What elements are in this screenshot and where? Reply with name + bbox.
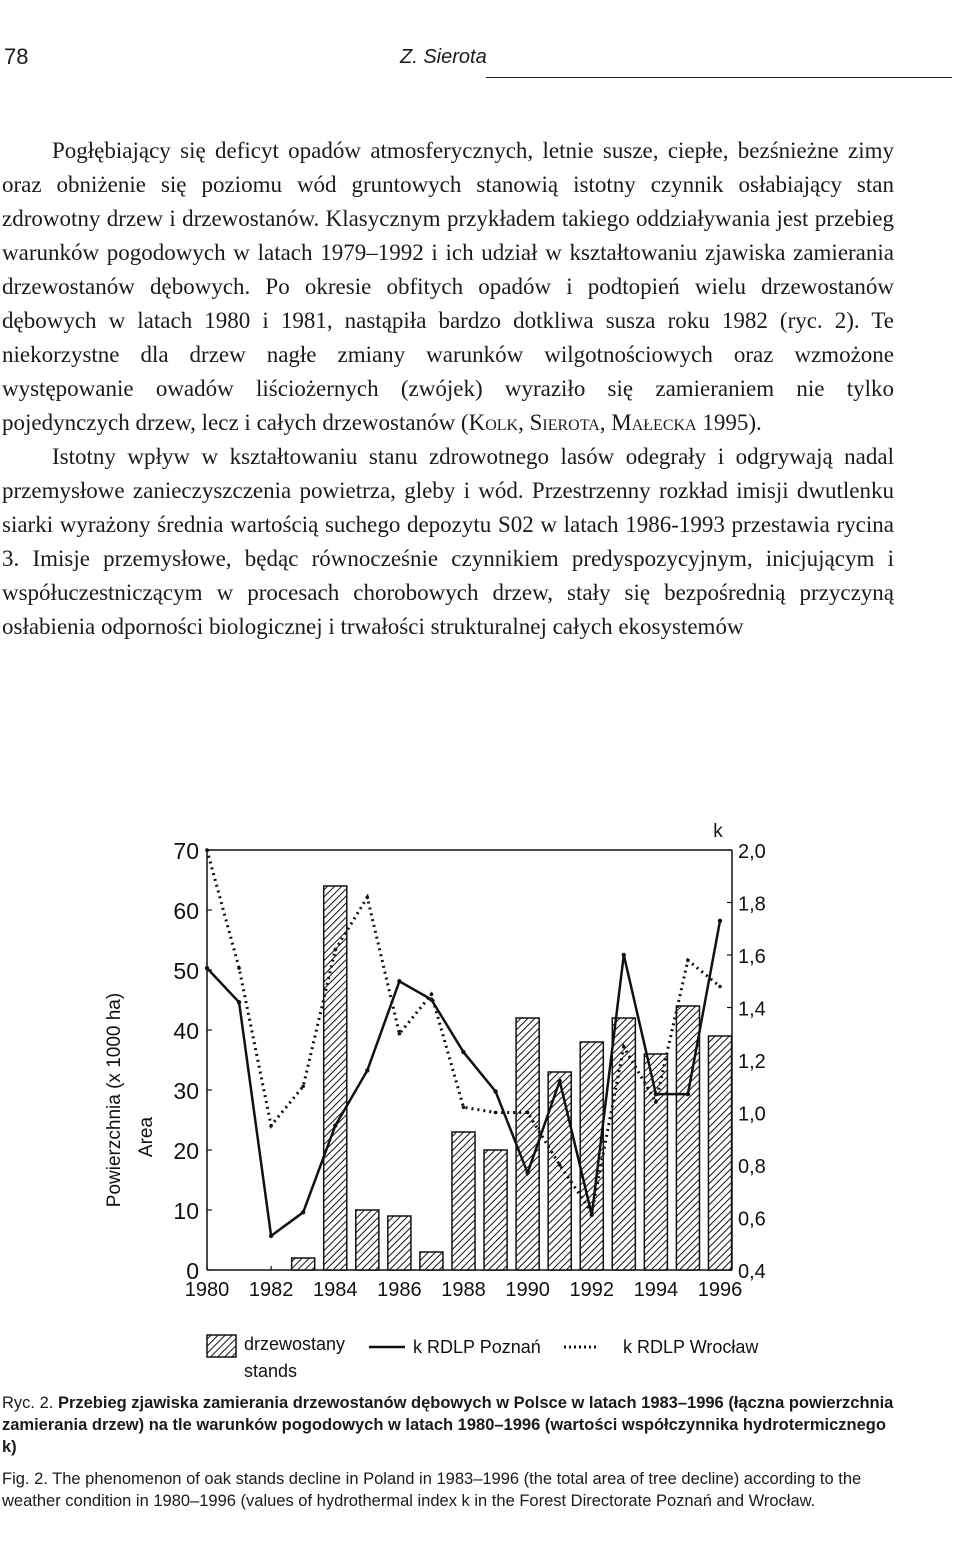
y-left-tick-label: 40 bbox=[173, 1018, 199, 1044]
header-rule bbox=[486, 77, 952, 78]
legend-dotted-label: k RDLP Wrocław bbox=[623, 1337, 759, 1357]
citation-sep: , bbox=[599, 410, 612, 435]
y-right-tick-label: 1,8 bbox=[738, 893, 766, 916]
citation-sep: , bbox=[518, 410, 530, 435]
point-poznan bbox=[205, 966, 209, 970]
x-tick-label: 1988 bbox=[441, 1279, 486, 1301]
caption-polish bbox=[2, 1392, 894, 1458]
y-right-tick-label: 0,8 bbox=[738, 1156, 766, 1178]
point-poznan bbox=[493, 1089, 497, 1093]
x-tick-label: 1984 bbox=[313, 1279, 358, 1301]
legend bbox=[207, 1334, 759, 1381]
y-right-tick-label: 1,2 bbox=[738, 1051, 766, 1073]
body-text bbox=[2, 134, 894, 644]
x-tick-label: 1980 bbox=[184, 1279, 230, 1301]
x-tick-label: 1990 bbox=[505, 1279, 550, 1301]
point-poznan bbox=[525, 1171, 529, 1175]
paragraph-1-text: Pogłębiający się deficyt opadów atmosferycznych, letnie susze, ciepłe, bezśnieżne zimy oraz obniżenie się poziomu wód gruntowych stanowią istotny czynnik osłabiający stan zdrowotny drzew i drzewostanów. Klasycznym przykładem takiego oddziaływania jest przebieg warunków pogodowych w latach 1979–1992 i ich udział w kształtowaniu zjawiska zamierania drzewostanów dębowych. Po okresie obfitych opadów i podtopień wielu drzewostanów dębowych w latach 1980 i 1981, nastąpiła bardzo dotkliwa susza roku 1982 (ryc. 2). Te niekorzystne dla drzew nagłe zmiany warunków wilgotnościowych oraz wzmożone występowanie owadów liściożernych (zwójek) wyraziło się zamieraniem nie tylko pojedynczych drzew, lecz i całych drzewostanów ( bbox=[2, 138, 894, 435]
citation-author: Sierota bbox=[529, 410, 600, 435]
point-poznan bbox=[301, 1210, 305, 1214]
point-poznan bbox=[365, 1068, 369, 1072]
point-wroclaw bbox=[590, 1210, 594, 1214]
paragraph-2: Istotny wpływ w kształtowaniu stanu zdrowotnego lasów odegrały i odgrywają nadal przemysłowe zanieczyszczenia powietrza, gleby i wód. Przestrzenny rozkład imisji dwutlenku siarki wyrażony średnia wartością suchego depozytu S02 w latach 1986-1993 przestawia rycina 3. Imisje przemysłowe, będąc równocześnie czynnikiem predyspozycyjnym, inicjującym i współuczestniczącym w procesach chorobowych drzew, stały się bezpośrednią przyczyną osłabienia odporności biologicznej i trwałości strukturalnej całych ekosystemów bbox=[2, 444, 894, 639]
chart-svg bbox=[80, 815, 800, 1395]
point-wroclaw bbox=[622, 1045, 626, 1049]
point-wroclaw bbox=[430, 993, 434, 997]
bar bbox=[516, 1018, 539, 1270]
point-poznan bbox=[461, 1050, 465, 1054]
x-tick-label: 1994 bbox=[633, 1279, 679, 1301]
y-left-label: Powierzchnia (x 1000 ha) bbox=[104, 992, 125, 1208]
legend-bars-en: stands bbox=[244, 1361, 298, 1381]
point-wroclaw bbox=[398, 1032, 402, 1036]
point-poznan bbox=[718, 919, 722, 923]
y-right-tick-label: 1,6 bbox=[738, 946, 766, 968]
point-poznan bbox=[269, 1234, 273, 1238]
bar bbox=[356, 1210, 379, 1270]
bar bbox=[484, 1150, 507, 1270]
bar bbox=[324, 886, 347, 1270]
caption-label: Ryc. 2. bbox=[2, 1394, 54, 1412]
x-tick-label: 1986 bbox=[377, 1279, 422, 1301]
point-wroclaw bbox=[718, 985, 722, 989]
y-left-label-en: Area bbox=[136, 1116, 157, 1158]
point-poznan bbox=[237, 1000, 241, 1004]
point-poznan bbox=[557, 1079, 561, 1083]
running-head: Z. Sierota bbox=[400, 46, 487, 68]
caption-pl-text: Przebieg zjawiska zamierania drzewostanów dębowych w Polsce w latach 1983–1996 (łączna powierzchnia zamierania drzew) na tle warunków pogodowych w latach 1980–1996 (wartości współczynnika hydrotermicznego k) bbox=[2, 1394, 894, 1456]
y-right-tick-label: 0,6 bbox=[738, 1208, 766, 1231]
point-wroclaw bbox=[462, 1105, 466, 1109]
bar bbox=[644, 1054, 667, 1270]
y-right-tick-label: 2,0 bbox=[738, 841, 766, 863]
y-left-tick-label: 0 bbox=[186, 1258, 199, 1284]
citation-author: Kolk bbox=[468, 410, 519, 435]
y-right-tick-label: 1,4 bbox=[738, 998, 766, 1021]
bars bbox=[292, 886, 732, 1270]
bar bbox=[420, 1252, 443, 1270]
caption-english: Fig. 2. The phenomenon of oak stands decline in Poland in 1983–1996 (the total area of tree decline) according to the weather condition in 1980–1996 (values of hydrothermal index k in the Forest Directorate Poznań and Wrocław. bbox=[2, 1470, 862, 1510]
paragraph-1 bbox=[2, 134, 894, 440]
citation-author: Małecka bbox=[611, 410, 697, 435]
point-poznan bbox=[397, 979, 401, 983]
bar bbox=[388, 1216, 411, 1270]
point-wroclaw bbox=[558, 1163, 562, 1167]
legend-bars-pl: drzewostany bbox=[244, 1334, 346, 1354]
x-tick-label: 1982 bbox=[248, 1279, 294, 1301]
point-poznan bbox=[686, 1092, 690, 1096]
bar bbox=[708, 1036, 731, 1270]
point-wroclaw bbox=[494, 1111, 498, 1115]
y-left-tick-label: 50 bbox=[173, 958, 199, 984]
x-tick-label: 1996 bbox=[697, 1279, 743, 1301]
legend-bar-swatch bbox=[207, 1335, 236, 1357]
point-wroclaw bbox=[237, 966, 241, 970]
y-right-tick-label: 1,0 bbox=[738, 1103, 766, 1126]
x-tick-label: 1992 bbox=[569, 1279, 614, 1301]
bar bbox=[452, 1132, 475, 1270]
bar bbox=[612, 1018, 635, 1270]
page-number: 78 bbox=[4, 44, 29, 69]
y-left-tick-label: 70 bbox=[173, 838, 199, 864]
point-poznan bbox=[333, 1123, 337, 1127]
y-left-tick-label: 60 bbox=[173, 898, 199, 924]
legend-solid-label: k RDLP Poznań bbox=[413, 1337, 541, 1357]
page-header bbox=[0, 44, 960, 74]
point-wroclaw bbox=[205, 848, 209, 852]
citation-year: 1995). bbox=[696, 410, 762, 435]
point-wroclaw bbox=[654, 1100, 658, 1104]
y-left-tick-label: 30 bbox=[173, 1078, 199, 1104]
point-wroclaw bbox=[366, 895, 370, 899]
point-wroclaw bbox=[333, 948, 337, 952]
y-right-label: k bbox=[713, 821, 723, 842]
point-wroclaw bbox=[301, 1084, 305, 1088]
bar bbox=[292, 1258, 315, 1270]
point-wroclaw bbox=[269, 1124, 273, 1128]
point-wroclaw bbox=[686, 958, 690, 962]
point-poznan bbox=[622, 953, 626, 957]
y-right-tick-label: 0,4 bbox=[738, 1261, 766, 1283]
y-left-tick-label: 10 bbox=[173, 1198, 199, 1224]
point-wroclaw bbox=[526, 1111, 530, 1115]
figure-chart bbox=[80, 815, 800, 1395]
y-left-tick-label: 20 bbox=[173, 1138, 199, 1164]
